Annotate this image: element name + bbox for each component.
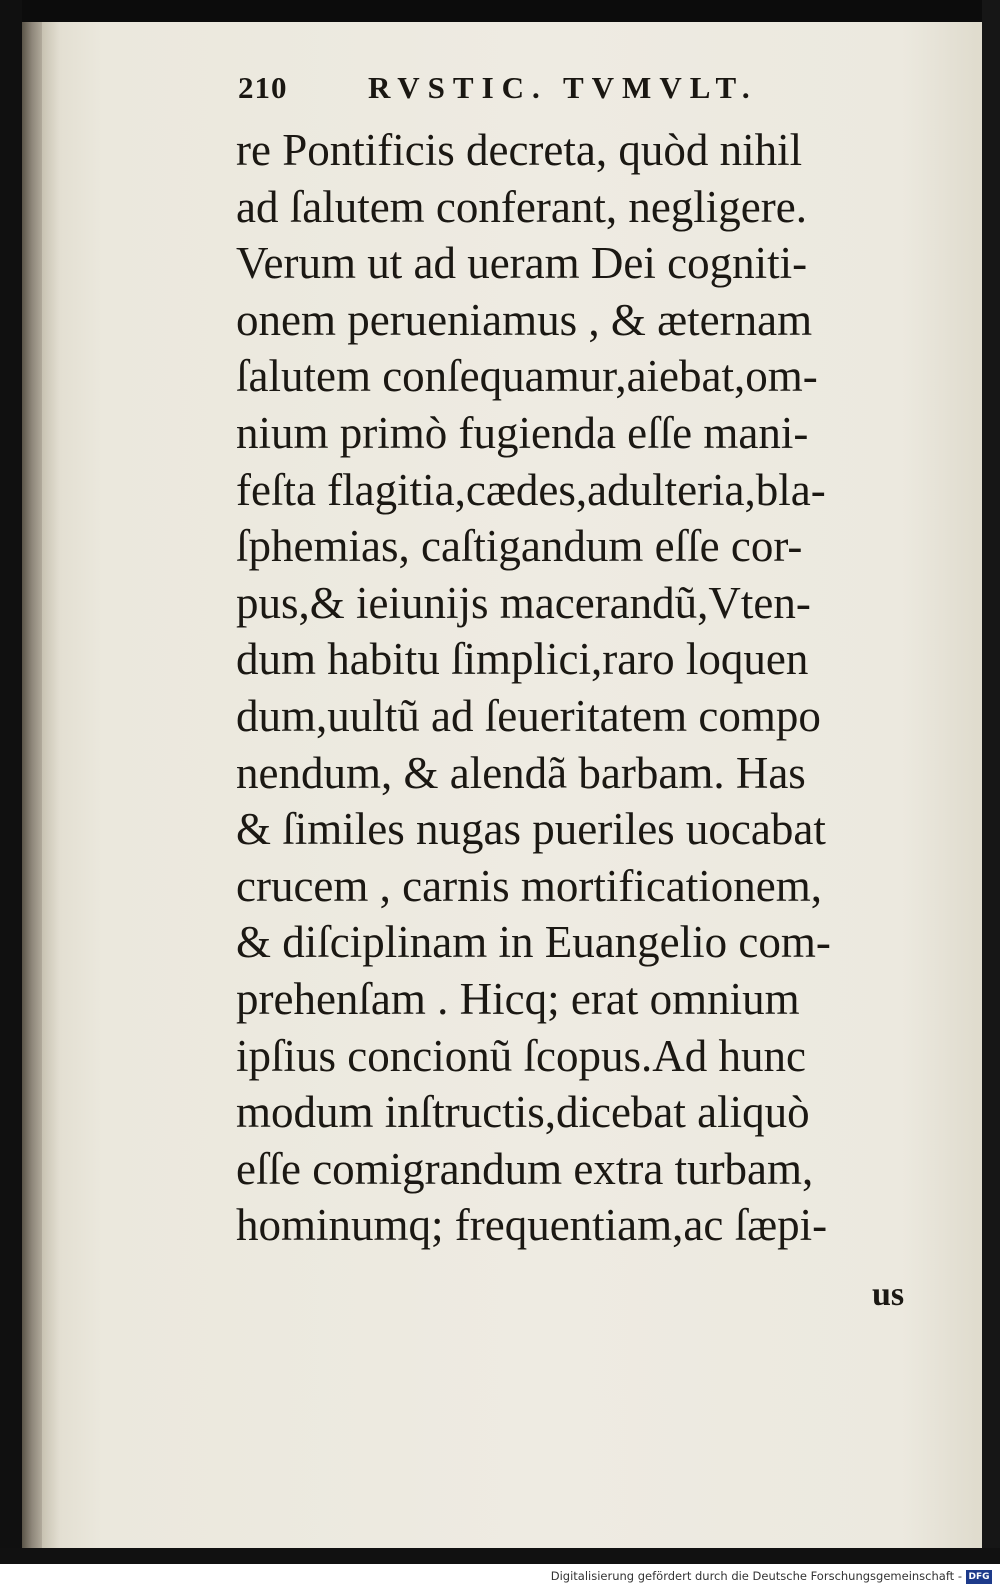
running-title: RVSTIC. TVMVLT. <box>368 70 758 105</box>
text-line: pus,& ieiunijs macerandũ,Vten- <box>236 577 811 628</box>
page-number: 210 <box>238 70 288 105</box>
book-gutter <box>22 22 44 1548</box>
text-line: eſſe comigrandum extra turbam, <box>236 1143 814 1194</box>
scan-bottom-border <box>0 1548 1000 1564</box>
digitization-footer <box>0 1564 1000 1590</box>
text-line: hominumq; frequentiam,ac ſæpi- <box>236 1200 828 1251</box>
dfg-logo: DFG <box>966 1570 992 1584</box>
text-line: dum habitu ſimplici,raro loquen <box>236 634 809 685</box>
scan-right-border <box>982 0 1000 1590</box>
text-line: Verum ut ad ueram Dei cogniti- <box>236 238 808 289</box>
scan-top-border <box>0 0 1000 22</box>
catchword: us <box>872 1276 905 1313</box>
funding-credit: Digitalisierung gefördert durch die Deutsche Forschungsgemeinschaft - <box>550 1569 962 1583</box>
text-line: ſphemias, caſtigandum eſſe cor- <box>236 521 803 572</box>
text-line: ſalutem conſequamur,aiebat,om- <box>236 351 818 402</box>
text-line: prehenſam . Hicq; erat omnium <box>236 973 800 1024</box>
text-line: onem perueniamus , & æternam <box>236 294 813 345</box>
text-line: & ſimiles nugas pueriles uocabat <box>236 804 826 855</box>
text-line: ipſius concionũ ſcopus.Ad hunc <box>236 1030 806 1081</box>
text-line: modum inſtructis,dicebat aliquò <box>236 1087 810 1138</box>
text-line: nendum, & alendã barbam. Has <box>236 747 806 798</box>
scan-left-border <box>0 0 22 1590</box>
text-line: dum,uultũ ad ſeueritatem compo <box>236 690 821 741</box>
text-line: feſta flagitia,cædes,adulteria,bla- <box>236 464 826 515</box>
text-line: & diſciplinam in Euangelio com- <box>236 917 831 968</box>
text-line: crucem , carnis mortificationem, <box>236 860 823 911</box>
text-line: re Pontificis decreta, quòd nihil <box>236 125 803 175</box>
body-text <box>236 122 936 1254</box>
text-line: nium primò fugienda eſſe mani- <box>236 407 809 458</box>
text-line: ad ſalutem conferant, negligere. <box>236 181 807 232</box>
